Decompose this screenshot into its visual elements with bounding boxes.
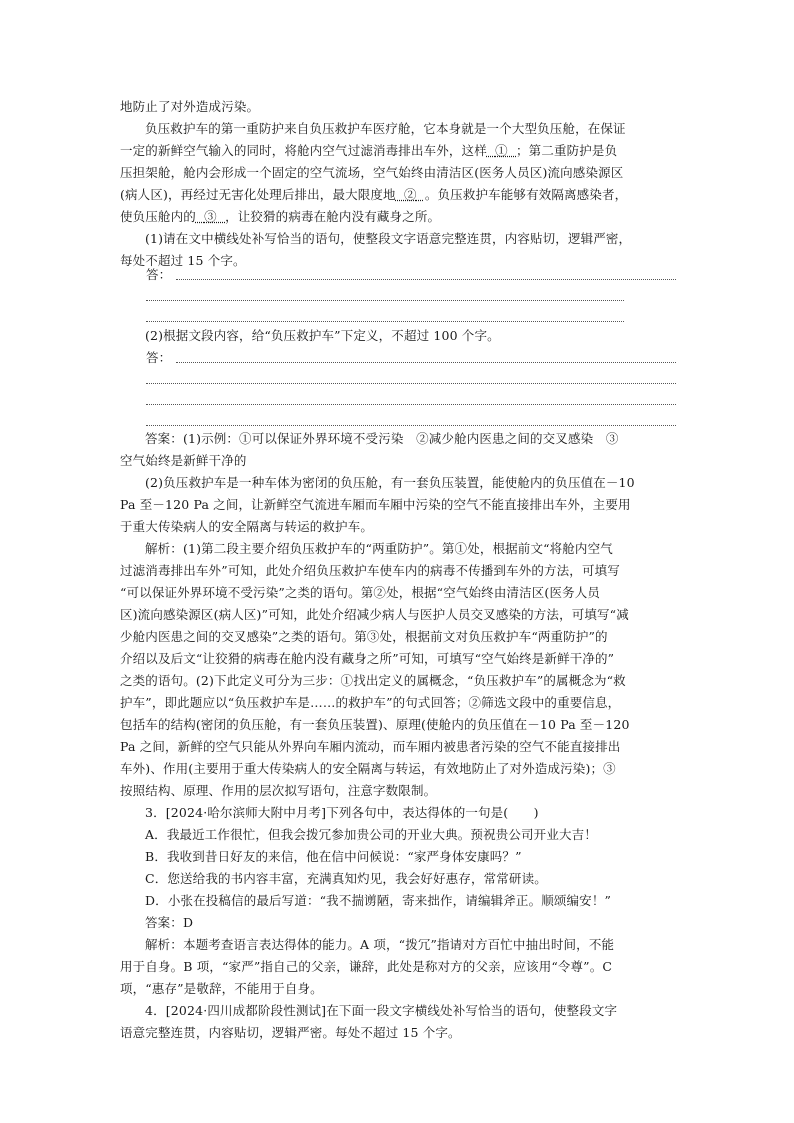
answer-label-1: 答： [146,267,172,282]
option-b: B．我收到昔日好友的来信，他在信中问候说：“家严身体安康吗？” [145,849,522,864]
answer-line [146,383,676,384]
paragraph-continuation: 地防止了对外造成污染。 [120,99,260,114]
answer-line [146,425,676,426]
blank-1: ① [495,143,508,158]
question-3: 3．[2024·哈尔滨师大附中月考]下列各句中，表达得体的一句是( ) A．我最近工作很忙，但我会拨冗参加贵公司的开业大典。预祝贵公司开业大吉！ B．我收到昔日好友的来信，他在信中问候说：“家严身体安康吗？” C．您送给我的书内容丰富，充满真知灼见，我会好好惠存，常常研读。 D．小张在投稿信的最后写道：“我不揣谫陋，寄来拙作，请编辑斧正。顺颂编安！” 答案：D 解析：本题考查语言表达得体的能力。A 项，“拨冗”指请对方百忙中抽出时间，不能 用于自身。B 项，“家严”指自己的父亲，谦辞，此处是称对方的父亲，应该用“令尊”。C 项，“惠存”是敬辞，不能用于自身。 [120,802,676,1000]
option-a: A．我最近工作很忙，但我会拨冗参加贵公司的开业大典。预祝贵公司开业大吉！ [145,827,597,842]
question-4: 4．[2024·四川成都阶段性测试]在下面一段文字横线处补写恰当的语句，使整段文字 语意完整连贯，内容贴切，逻辑严密。每处不超过 15 个字。 [120,1003,618,1040]
answer-line [176,362,676,363]
answer-line [176,279,676,280]
option-d: D．小张在投稿信的最后写道：“我不揣谫陋，寄来拙作，请编辑斧正。顺颂编安！” [145,893,612,908]
passage-paragraph: 负压救护车的第一重防护来自负压救护车医疗舱，它本身就是一个大型负压舱，在保证 一定的新鲜空气输入的同时，将舱内空气过滤消毒排出车外，这样 ① ；第二重防护是负 压担架舱，舱内会形成一个固定的空气流场，空气始终由清洁区(医务人员区)流向感染源区 (病人区)，再经过无害化处理后排出，最大限度地 ② 。负压救护车能够有效隔离感染者， 使负压舱内的 ③ ，让狡猾的病毒在舱内没有藏身之所。 [120,121,628,224]
answer-label-2: 答： [146,350,172,365]
q3-answer: 答案：D [145,915,194,930]
option-c: C．您送给我的书内容丰富，充满真知灼见，我会好好惠存，常常研读。 [145,871,547,886]
question-1: (1)请在文中横线处补写恰当的语句，使整段文字语意完整连贯，内容贴切，逻辑严密， 每处不超过 15 个字。 [120,231,632,268]
blank-3: ③ [204,209,217,224]
answer-line [146,404,676,405]
blank-2: ② [403,187,417,202]
answer-block: 答案：(1)示例：①可以保证外界环境不受污染 ②减少舱内医患之间的交叉感染 ③ 空气始终是新鲜干净的 (2)负压救护车是一种车体为密闭的负压舱，有一套负压装置，能使舱内的负压值在－10 Pa 至－120 Pa 之间，让新鲜空气流进车厢而车厢中污染的空气不能直接排出车外，主要用 于重大传染病人的安全隔离与转运的救护车。 [120,431,635,534]
answer-line [146,321,624,322]
answer-line [146,300,624,301]
analysis-block: 解析：(1)第二段主要介绍负压救护车的“两重防护”。第①处，根据前文“将舱内空气 过滤消毒排出车外”可知，此处介绍负压救护车使车内的病毒不传播到车外的方法，可填写 “可以保证外界环境不受污染”之类的语句。第②处，根据“空气始终由清洁区(医务人员 区)流向感染源区(病人区)”可知，此处介绍减少病人与医护人员交叉感染的方法，可填写“减 少舱内医患之间的交叉感染”之类的语句。第③处，根据前文对负压救护车“两重防护”的 介绍以及后文“让狡猾的病毒在舱内没有藏身之所”可知，可填写“空气始终是新鲜干净的” 之类的语句。(2)下此定义可分为三步：①找出定义的属概念，“负压救护车”的属概念为“救 护车”，即此题应以“负压救护车是……的救护车”的句式回答；②筛选文段中的重要信息， 包括车的结构(密闭的负压舱，有一套负压装置)、原理(使舱内的负压值在－10 Pa 至－120 Pa 之间，新鲜的空气只能从外界向车厢内流动，而车厢内被患者污染的空气不能直接排出 车外)、作用(主要用于重大传染病人的安全隔离与转运，有效地防止了对外造成污染)；③ 按照结构、原理、作用的层次拟写语句，注意字数限制。 [120,541,630,798]
question-2: (2)根据文段内容，给“负压救护车”下定义，不超过 100 个字。 [145,328,500,343]
